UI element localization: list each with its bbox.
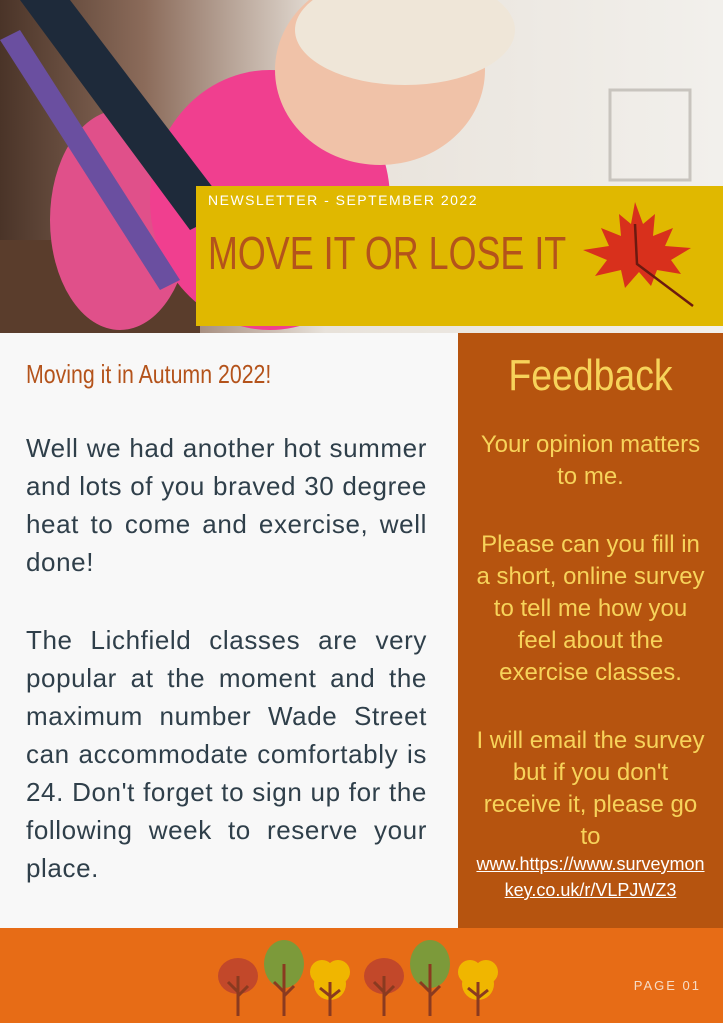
feedback-email-note: I will email the survey but if you don't receive it, please go to <box>476 727 705 850</box>
paragraph-classes: The Lichfield classes are very popular at the moment and the maximum number Wade Street can accommodate comfortably is 24. Don't forget to sign up for the following week to reserve your place. <box>26 625 427 883</box>
main-column <box>0 333 458 928</box>
feedback-opinion: Your opinion matters to me. <box>480 431 701 490</box>
tree-icon <box>310 960 350 1016</box>
tree-icon <box>410 940 450 1016</box>
tree-icon <box>364 958 404 1016</box>
title-banner <box>196 186 723 326</box>
feedback-request: Please can you fill in a short, online survey to tell me how you feel about the exercise classes. <box>476 531 705 686</box>
tree-icon <box>458 960 498 1016</box>
feedback-sidebar <box>458 333 723 928</box>
article-subheading: Moving it in Autumn 2022! <box>26 359 272 389</box>
paragraph-summer: Well we had another hot summer and lots of you braved 30 degree heat to come and exercise, well done! <box>26 433 427 577</box>
survey-link[interactable]: www.https://www.surveymonkey.co.uk/r/VLPJWZ3 <box>476 854 705 900</box>
newsletter-date: NEWSLETTER - SEPTEMBER 2022 <box>208 192 479 208</box>
tree-icon <box>264 940 304 1016</box>
maple-leaf-icon <box>573 194 703 314</box>
hero-photo <box>0 0 723 333</box>
feedback-title: Feedback <box>508 351 673 400</box>
newsletter-title: MOVE IT OR LOSE IT <box>208 227 567 279</box>
tree-icon <box>214 934 514 1020</box>
footer <box>0 928 723 1023</box>
tree-icon <box>218 958 258 1016</box>
page-number: PAGE 01 <box>633 978 701 993</box>
